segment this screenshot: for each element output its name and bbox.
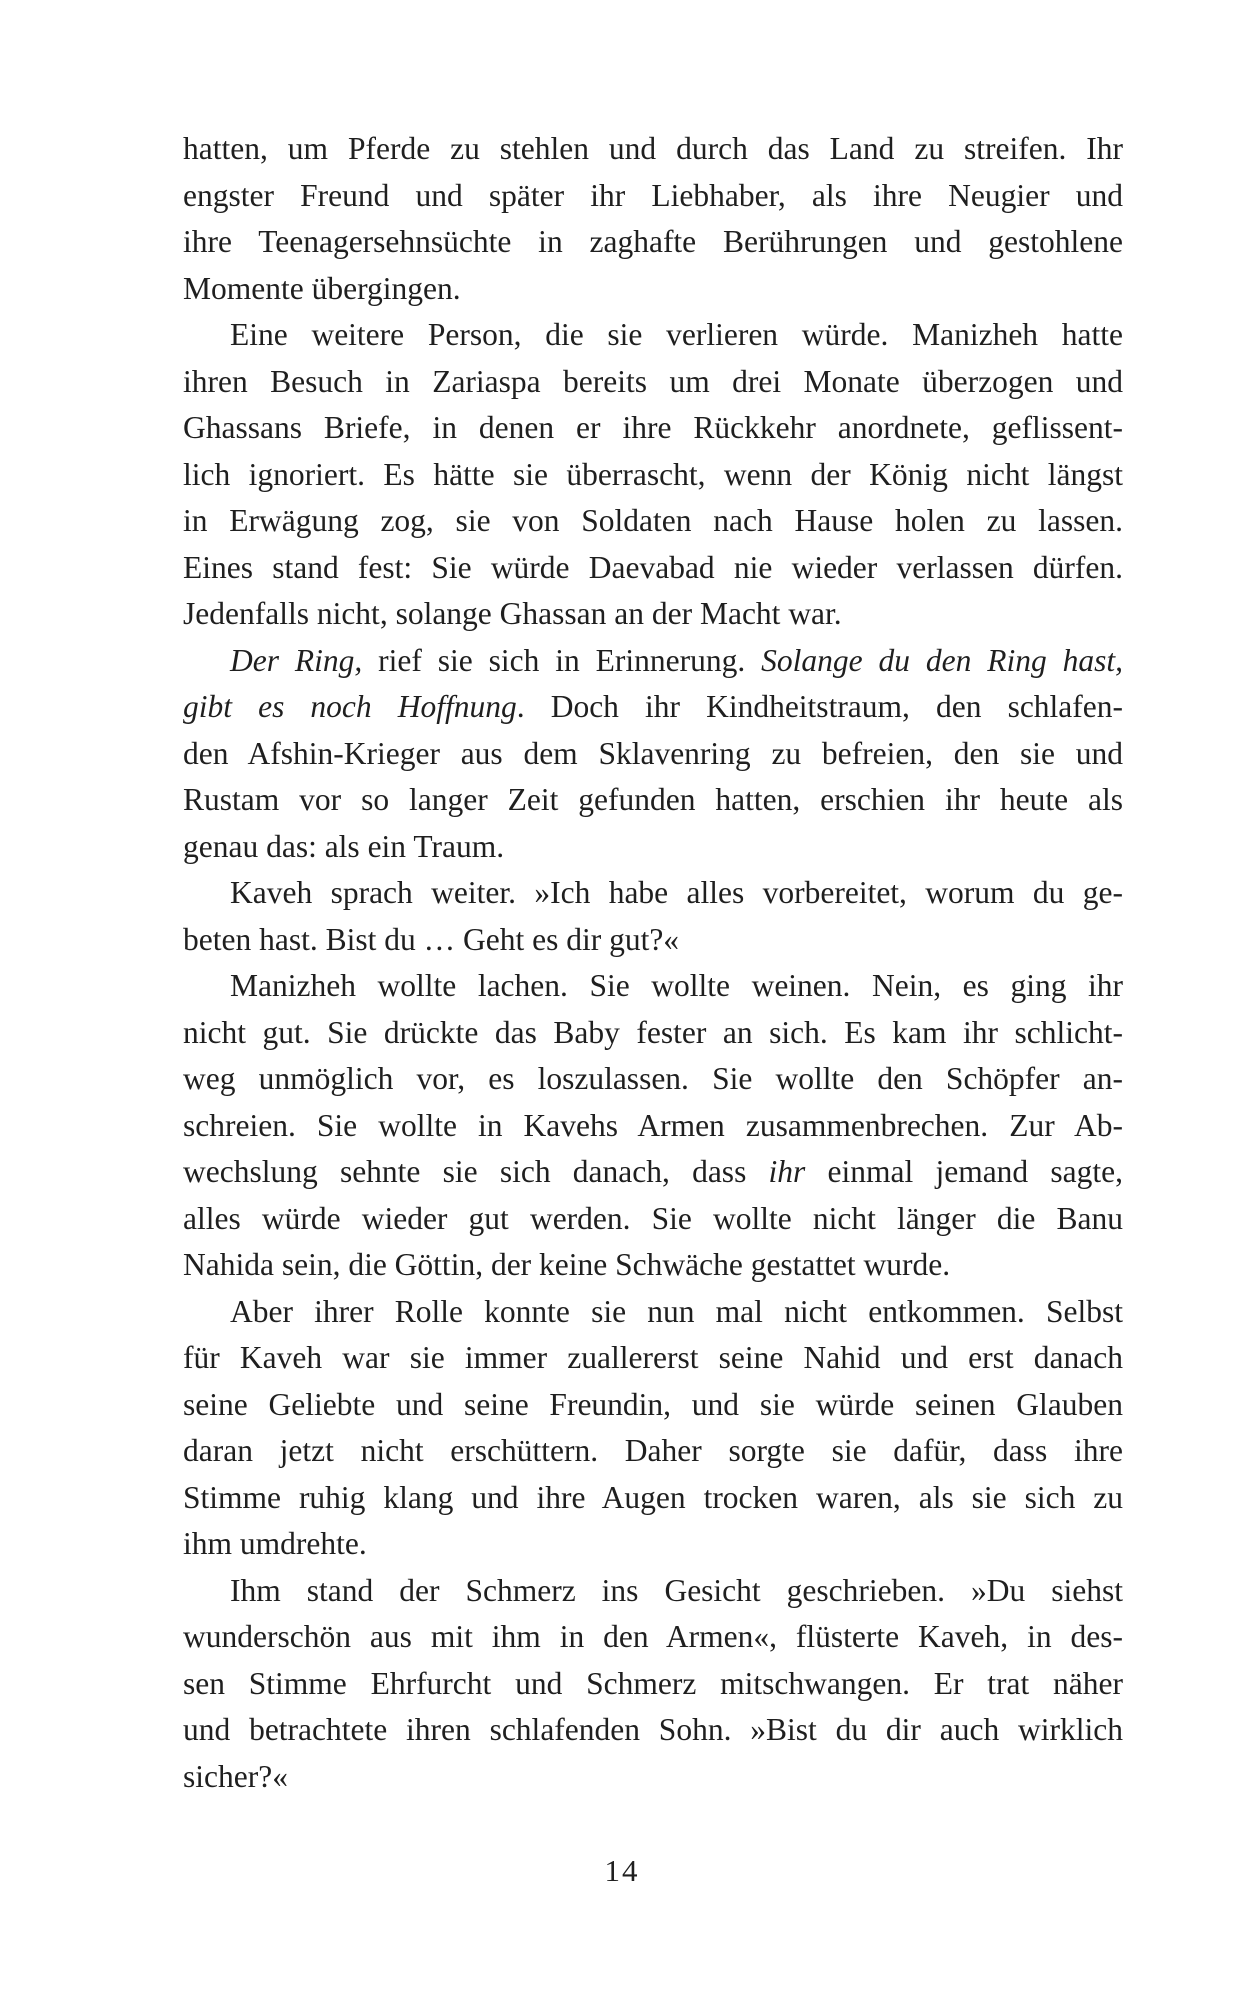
- text-line: alles würde wieder gut werden. Sie wollte nicht länger die Banu: [183, 1200, 1123, 1236]
- text-line: ihre Teenagersehnsüchte in zaghafte Berührungen und gestohlene: [183, 224, 1123, 259]
- text-line: [183, 638, 1123, 685]
- italic-text: gibt es noch Hoffnung: [183, 689, 517, 724]
- page-number: 14: [604, 1853, 640, 1888]
- text-line: und betrachtete ihren schlafenden Sohn. »Bist du dir auch wirklich: [183, 1712, 1123, 1747]
- text-line: Stimme ruhig klang und ihre Augen trocken waren, als sie sich zu: [183, 1479, 1123, 1515]
- text-line: für Kaveh war sie immer zuallererst seine Nahid und erst danach: [183, 1340, 1123, 1375]
- text-line: sen Stimme Ehrfurcht und Schmerz mitschwangen. Er trat näher: [183, 1665, 1123, 1701]
- text-line: Nahida sein, die Göttin, der keine Schwäche gestattet wurde.: [183, 1247, 951, 1282]
- text-line: hatten, um Pferde zu stehlen und durch das Land zu streifen. Ihr: [183, 131, 1123, 166]
- roman-text: . Doch ihr Kindheitstraum, den schlafen-: [516, 689, 1123, 724]
- text-line: Momente übergingen.: [183, 270, 461, 306]
- roman-text: einmal jemand sagte,: [805, 1154, 1123, 1189]
- text-line: daran jetzt nicht erschüttern. Daher sorgte sie dafür, dass ihre: [183, 1433, 1123, 1468]
- text-line: sicher?«: [183, 1758, 288, 1794]
- text-line: Eines stand fest: Sie würde Daevabad nie wieder verlassen dürfen.: [183, 549, 1123, 585]
- text-line: nicht gut. Sie drückte das Baby fester an sich. Es kam ihr schlicht-: [183, 1014, 1123, 1050]
- text-line: ihren Besuch in Zariaspa bereits um drei Monate überzogen und: [183, 363, 1123, 399]
- text-line: Ihm stand der Schmerz ins Gesicht geschrieben. »Du siehst: [230, 1572, 1123, 1608]
- text-line: wunderschön aus mit ihm in den Armen«, flüsterte Kaveh, in des-: [183, 1619, 1123, 1654]
- text-line: den Afshin-Krieger aus dem Sklavenring zu befreien, den sie und: [183, 735, 1123, 771]
- italic-text: ihr: [768, 1154, 806, 1189]
- text-line: seine Geliebte und seine Freundin, und sie würde seinen Glauben: [183, 1386, 1123, 1422]
- text-line: weg unmöglich vor, es loszulassen. Sie wollte den Schöpfer an-: [183, 1061, 1123, 1096]
- text-line: Aber ihrer Rolle konnte sie nun mal nicht entkommen. Selbst: [230, 1293, 1123, 1329]
- text-line: ihm umdrehte.: [183, 1526, 367, 1561]
- text-line: in Erwägung zog, sie von Soldaten nach Hause holen zu lassen.: [183, 503, 1123, 538]
- text-line: Kaveh sprach weiter. »Ich habe alles vorbereitet, worum du ge-: [230, 875, 1123, 910]
- text-line: beten hast. Bist du … Geht es dir gut?«: [183, 921, 680, 957]
- roman-text: rief sie sich in Erinnerung.: [362, 642, 762, 678]
- italic-text: Der Ring,: [230, 642, 363, 678]
- text-line: lich ignoriert. Es hätte sie überrascht, wenn der König nicht längst: [183, 456, 1123, 492]
- text-line: schreien. Sie wollte in Kavehs Armen zusammenbrechen. Zur Ab-: [183, 1107, 1123, 1143]
- text-line: engster Freund und später ihr Liebhaber, als ihre Neugier und: [183, 177, 1123, 213]
- text-line: [183, 1149, 1123, 1196]
- text-line: Rustam vor so langer Zeit gefunden hatten, erschien ihr heute als: [183, 782, 1123, 817]
- text-line: Manizheh wollte lachen. Sie wollte weinen. Nein, es ging ihr: [230, 968, 1123, 1003]
- italic-text: Solange du den Ring hast,: [761, 642, 1124, 678]
- roman-text: wechslung sehnte sie sich danach, dass: [183, 1154, 769, 1189]
- text-line: Ghassans Briefe, in denen er ihre Rückkehr anordnete, geflissent-: [183, 410, 1123, 445]
- text-line: [183, 684, 1123, 731]
- text-line: Eine weitere Person, die sie verlieren würde. Manizheh hatte: [230, 317, 1123, 352]
- body-text: [183, 126, 1123, 1800]
- text-line: genau das: als ein Traum.: [183, 828, 505, 864]
- text-line: Jedenfalls nicht, solange Ghassan an der Macht war.: [183, 596, 842, 631]
